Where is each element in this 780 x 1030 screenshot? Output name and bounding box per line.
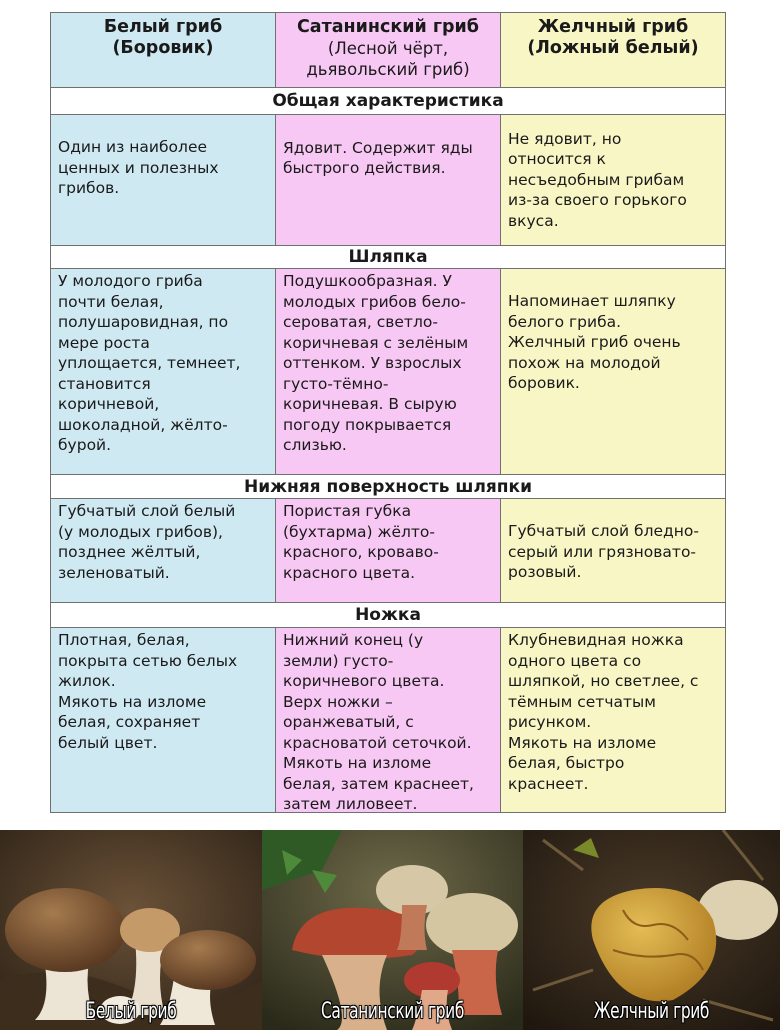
- cell-general-bitter: [500, 114, 726, 246]
- column-subtitle: (Ложный белый): [527, 38, 699, 58]
- column-header-porcini: [50, 12, 276, 88]
- cell-line: Один из наиболее: [58, 138, 208, 157]
- cell-line: позднее жёлтый,: [58, 543, 201, 561]
- cell-line: Нижний конец (у: [283, 631, 424, 649]
- cell-line: Губчатый слой белый: [58, 502, 236, 520]
- cell-line: белого гриба.: [508, 312, 622, 331]
- cell-line: (у молодых грибов),: [58, 522, 223, 541]
- cell-line: Губчатый слой бледно-: [508, 522, 699, 540]
- photo-bitter: [523, 830, 780, 1030]
- cell-line: коричневая с зелёным: [283, 333, 469, 352]
- cell-line: красного, кроваво-: [283, 543, 439, 561]
- cell-cap-satanic: [275, 268, 501, 475]
- cell-line: покрыта сетью белых: [58, 651, 238, 670]
- column-header-satanic: [275, 12, 501, 88]
- cell-line: Мякоть на изломе: [58, 692, 207, 711]
- cell-line: красного цвета.: [283, 563, 416, 582]
- cell-stem-porcini: [50, 627, 276, 813]
- cell-line: оранжеватый, с: [283, 713, 414, 731]
- column-title: Сатанинский гриб: [296, 17, 480, 37]
- section-title-cap: Шляпка: [50, 245, 726, 269]
- cell-line: шляпкой, но светлее, с: [508, 672, 699, 690]
- section-title-stem: Ножка: [50, 602, 726, 628]
- cell-line: погоду покрывается: [283, 415, 452, 434]
- cell-line: быстрого действия.: [283, 159, 446, 177]
- photo-satanic: [262, 830, 523, 1030]
- cell-line: почти белая,: [58, 292, 164, 311]
- cell-line: молодых грибов бело-: [283, 292, 466, 311]
- cell-line: жилок.: [58, 672, 116, 690]
- cell-line: несъедобным грибам: [508, 170, 685, 189]
- column-title: Белый гриб: [103, 17, 223, 37]
- cell-line: У молодого гриба: [58, 272, 203, 290]
- photo-strip: [0, 830, 780, 1030]
- column-subtitle: дьявольский гриб): [306, 60, 470, 79]
- cell-line: оттенком. У взрослых: [283, 354, 462, 372]
- photo-porcini: [0, 830, 262, 1030]
- cell-line: Мякоть на изломе: [283, 754, 432, 772]
- cell-line: грибов.: [58, 179, 120, 198]
- cell-underside-porcini: [50, 498, 276, 603]
- cell-line: слизью.: [283, 436, 347, 454]
- column-header-bitter: [500, 12, 726, 88]
- photo-caption: Сатанинский гриб: [321, 999, 464, 1024]
- cell-line: Ядовит. Содержит яды: [283, 138, 473, 157]
- cell-line: Пористая губка: [283, 502, 412, 520]
- cell-cap-bitter: [500, 268, 726, 475]
- cell-line: Не ядовит, но: [508, 129, 622, 148]
- cell-line: коричневой,: [58, 395, 160, 413]
- cell-line: (бухтарма) жёлто-: [283, 522, 435, 541]
- cell-general-porcini: [50, 114, 276, 246]
- cell-line: полушаровидная, по: [58, 313, 229, 331]
- cell-line: краснеет.: [508, 774, 589, 793]
- cell-line: сероватая, светло-: [283, 313, 438, 331]
- cell-line: Напоминает шляпку: [508, 292, 676, 310]
- cell-line: тёмным сетчатым: [508, 692, 656, 711]
- cell-line: Плотная, белая,: [58, 631, 190, 649]
- column-subtitle: (Боровик): [112, 38, 214, 58]
- cell-line: вкуса.: [508, 211, 559, 230]
- section-title-general: Общая характеристика: [50, 87, 726, 115]
- cell-line: белый цвет.: [58, 733, 158, 752]
- cell-underside-satanic: [275, 498, 501, 603]
- cell-line: шоколадной, жёлто-: [58, 415, 228, 434]
- cell-line: мере роста: [58, 333, 150, 352]
- cell-line: одного цвета со: [508, 651, 642, 670]
- cell-underside-bitter: [500, 498, 726, 603]
- cell-line: белая, быстро: [508, 754, 625, 772]
- section-title-underside: Нижняя поверхность шляпки: [50, 474, 726, 499]
- cell-line: белая, затем краснеет,: [283, 774, 474, 793]
- cell-line: Подушкообразная. У: [283, 272, 452, 290]
- cell-line: коричневая. В сырую: [283, 395, 457, 413]
- cell-line: ценных и полезных: [58, 158, 219, 177]
- cell-cap-porcini: [50, 268, 276, 475]
- photo-caption: Белый гриб: [85, 999, 177, 1024]
- cell-line: земли) густо-: [283, 651, 394, 670]
- cell-line: боровик.: [508, 374, 580, 392]
- cell-general-satanic: [275, 114, 501, 246]
- cell-stem-bitter: [500, 627, 726, 813]
- column-title: Желчный гриб: [537, 17, 689, 37]
- cell-line: Желчный гриб очень: [508, 333, 681, 351]
- photo-caption: Желчный гриб: [593, 999, 710, 1024]
- cell-line: белая, сохраняет: [58, 713, 201, 731]
- cell-line: серый или грязновато-: [508, 542, 697, 561]
- cell-line: относится к: [508, 150, 606, 169]
- cell-line: густо-тёмно-: [283, 374, 389, 393]
- cell-line: красноватой сеточкой.: [283, 733, 472, 752]
- cell-line: розовый.: [508, 563, 582, 581]
- cell-line: похож на молодой: [508, 353, 661, 372]
- column-subtitle: (Лесной чёрт,: [327, 39, 449, 58]
- cell-line: Верх ножки –: [283, 692, 393, 711]
- cell-line: становится: [58, 374, 151, 393]
- cell-line: Клубневидная ножка: [508, 631, 684, 649]
- cell-line: уплощается, темнеет,: [58, 354, 241, 372]
- mushroom-comparison-table: [50, 12, 726, 813]
- cell-line: зеленоватый.: [58, 563, 170, 582]
- cell-line: затем лиловеет.: [283, 795, 418, 813]
- cell-line: коричневого цвета.: [283, 672, 445, 690]
- cell-stem-satanic: [275, 627, 501, 813]
- cell-line: из-за своего горького: [508, 191, 687, 210]
- cell-line: рисунком.: [508, 713, 592, 731]
- cell-line: бурой.: [58, 436, 112, 454]
- cell-line: Мякоть на изломе: [508, 733, 657, 752]
